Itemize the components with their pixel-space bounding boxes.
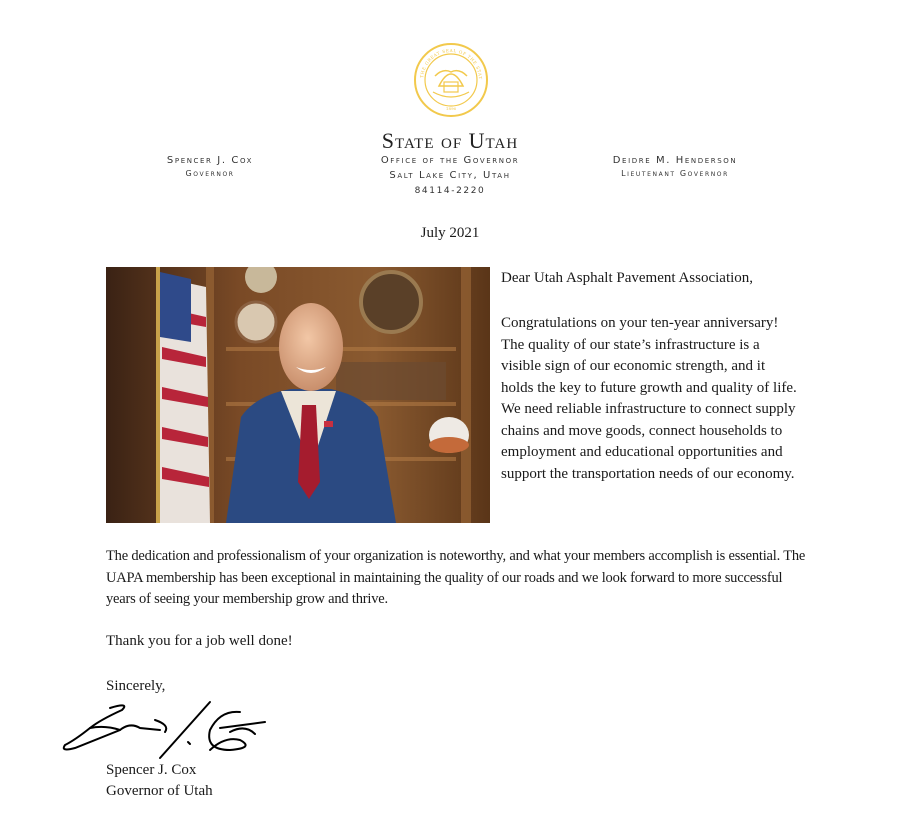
closing: Sincerely, bbox=[106, 678, 166, 694]
body-paragraph-1: Congratulations on your ten-year anniversary! The quality of our state’s infrastructure is a visible sign of our economic strength, and it holds the key to future growth and quality of life. We need reliable infrastructure to connect supply chains and move goods, connect households to employment and educational opportunities and support the transportation needs of our economy. bbox=[501, 315, 797, 482]
signer-title: Governor of Utah bbox=[106, 783, 213, 799]
body-paragraph-2: The dedication and professionalism of your organization is noteworthy, and what your members accomplish is essential. The UAPA membership has been exceptional in maintaining the quality of our roads and we look forward to more successful years of seeing your membership grow and thrive. bbox=[106, 548, 806, 607]
office-zip: 84114-2220 bbox=[414, 186, 486, 196]
letterhead-title: State of Utah bbox=[381, 128, 519, 153]
letter-date: July 2021 bbox=[420, 225, 480, 241]
thank-you-line: Thank you for a job well done! bbox=[106, 633, 293, 649]
lt-governor-role: Lieutenant Governor bbox=[621, 169, 729, 178]
office-name: Office of the Governor bbox=[380, 155, 520, 166]
signer-name: Spencer J. Cox bbox=[106, 762, 197, 778]
svg-text:THE GREAT SEAL OF THE STATE OF: THE GREAT SEAL OF THE STAT bbox=[419, 47, 484, 81]
office-city: Salt Lake City, Utah bbox=[389, 170, 511, 181]
lt-governor-name: Deidre M. Henderson bbox=[612, 155, 738, 166]
salutation: Dear Utah Asphalt Pavement Association, bbox=[501, 270, 754, 286]
state-seal-logo bbox=[413, 42, 489, 118]
governor-role: Governor bbox=[185, 169, 235, 178]
governor-name: Spencer J. Cox bbox=[166, 155, 254, 166]
governor-portrait-photo bbox=[106, 267, 490, 523]
svg-text:1896: 1896 bbox=[445, 106, 457, 111]
handwritten-signature bbox=[60, 700, 270, 762]
